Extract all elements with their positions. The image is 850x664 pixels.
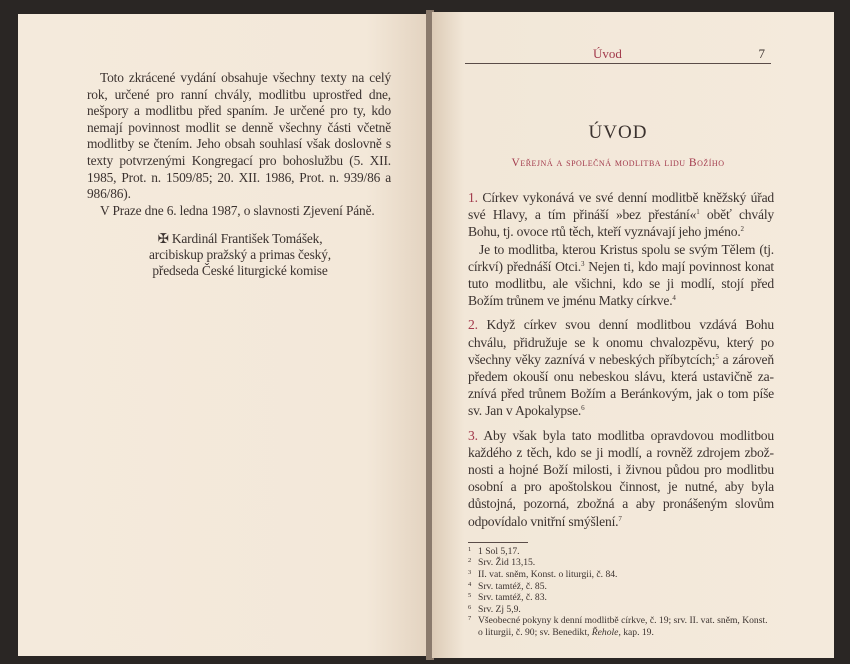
text: Církev vykonává ve své denní modlitbě kněžský úřad své Hlavy, a tím přináší »bez přestání« (468, 190, 774, 223)
footnote: 4 Srv. tamtéž, č. 85. (468, 580, 547, 592)
text: Když církev svou denní modlitbou vzdává Bohu chválu, přidružuje se k onomu chvalozpěvu, který po všechny věky zaznívá v nebeských příbytcích; (468, 317, 774, 367)
footnotes (468, 546, 774, 639)
footnote: 1 1 Sol 5,17. (468, 545, 520, 557)
footnote-text: II. vat. sněm, Konst. o liturgii, č. 84. (478, 569, 618, 581)
footnote: 3 II. vat. sněm, Konst. o liturgii, č. 84. (468, 569, 618, 581)
footnote-text: Srv. Zj 5,9. (478, 603, 521, 615)
right-column (468, 189, 774, 639)
footnote-divider (468, 542, 528, 543)
paragraph-2 (468, 316, 774, 419)
text: a zároveň předem okouší onu nebeskou slávu, která ustavičně zaznívá před trůnem Božím a Beránkovým, jak o tom píše sv. Jan v Apokalypse. (468, 351, 774, 419)
signatory-title: arcibiskup pražský a primas český, (149, 247, 331, 263)
footnote-ref[interactable]: 5 (715, 352, 719, 361)
cross-icon: ✠ (157, 231, 169, 247)
paragraph-1 (468, 189, 774, 241)
text: Aby však byla tato modlitba opravdovou modlitbou každého z těch, kdo se ji modlí, a rovněž zdrojem zbožnosti a hojné Boží milosti, i živnou půdou pro modlitbu osobní a pro apoštolskou činnost, je nutné, aby byla důstojná, pozorná, zbožná a aby pronášeným slovům odpovídalo vnitřní smýšlení. (468, 427, 774, 529)
book-title: Řehole (591, 627, 619, 639)
paragraph-1-cont (468, 241, 774, 310)
footnote-text: Všeobecné pokyny k denní modlitbě církve, č. 19; srv. II. vat. sněm, Konst. o liturgii, č. 90; sv. Benedikt, (478, 615, 768, 639)
chapter-title: ÚVOD (588, 122, 648, 143)
paragraph-number: 1. (468, 190, 478, 205)
signatory-title: předseda České liturgické komise (152, 263, 328, 279)
footnote: 2 Srv. Žid 13,15. (468, 557, 536, 569)
footnote-ref[interactable]: 4 (672, 294, 676, 303)
footnote-ref[interactable]: 2 (740, 225, 744, 234)
page-number: 7 (758, 46, 765, 61)
footnote-text: Srv. tamtéž, č. 83. (478, 592, 547, 604)
paragraph-number: 3. (468, 427, 478, 443)
footnote-ref[interactable]: 7 (618, 514, 622, 523)
footnote-text: Srv. tamtéž, č. 85. (478, 580, 547, 592)
footnote: 7 Všeobecné pokyny k denní modlitbě církve, č. 19; srv. II. vat. sněm, Konst. o liturgii, č. 90; sv. Benedikt, Řehole, kap. 19. (468, 615, 768, 639)
edition-paragraph: Toto zkrácené vydání obsahuje všechny texty na celý rok, určené pro ranní chvály, modlitbu uprostřed dne, nešpory a modlitbu před spaním. Je určené pro ty, kdo nemají povinnost modlit se denně všechny části včetně modlitby se čtením. Jeho obsah souhlasí však doslovně s texty potvrzenými Kongregací pro bohoslužbu (5. XII. 1985, Prot. n. 1509/85; 20. XII. 1986, Prot. n. 939/86 a 986/86). (87, 70, 391, 202)
body-text (468, 189, 774, 530)
signature-block (130, 231, 350, 279)
text: Nejen ti, kdo mají povinnost konat tuto modlitbu, ale všichni, kdo se ji modlí, stojí před Božím trůnem ve jménu Matky církve. (468, 258, 774, 309)
footnote: 5 Srv. tamtéž, č. 83. (468, 592, 547, 604)
footnote: 6 Srv. Zj 5,9. (468, 603, 521, 615)
edition-note (87, 70, 391, 219)
section-subtitle: Veřejná a společná modlitba lidu Božího (511, 157, 725, 169)
footnote-ref[interactable]: 1 (696, 208, 700, 217)
paragraph-3 (468, 427, 774, 530)
running-head: Úvod (593, 46, 622, 61)
footnote-ref[interactable]: 3 (581, 259, 585, 268)
running-header (465, 46, 771, 64)
date-line: V Praze dne 6. ledna 1987, o slavnosti Zjevení Páně. (100, 202, 375, 218)
footnote-text: , kap. 19. (618, 627, 654, 639)
signatory-name: Kardinál František Tomášek, (171, 231, 323, 247)
footnote-text: 1 Sol 5,17. (478, 545, 520, 557)
footnote-text: Srv. Žid 13,15. (478, 557, 536, 569)
paragraph-number: 2. (468, 317, 478, 333)
text: oběť chvály Bohu, tj. ovoce rtů těch, kteří vyznávají jeho jméno. (468, 207, 774, 240)
left-column (87, 70, 391, 279)
footnote-ref[interactable]: 6 (581, 404, 585, 413)
text: Je to modlitba, kterou Kristus spolu se svým Tělem (tj. církví) přednáší Otci. (468, 241, 774, 274)
